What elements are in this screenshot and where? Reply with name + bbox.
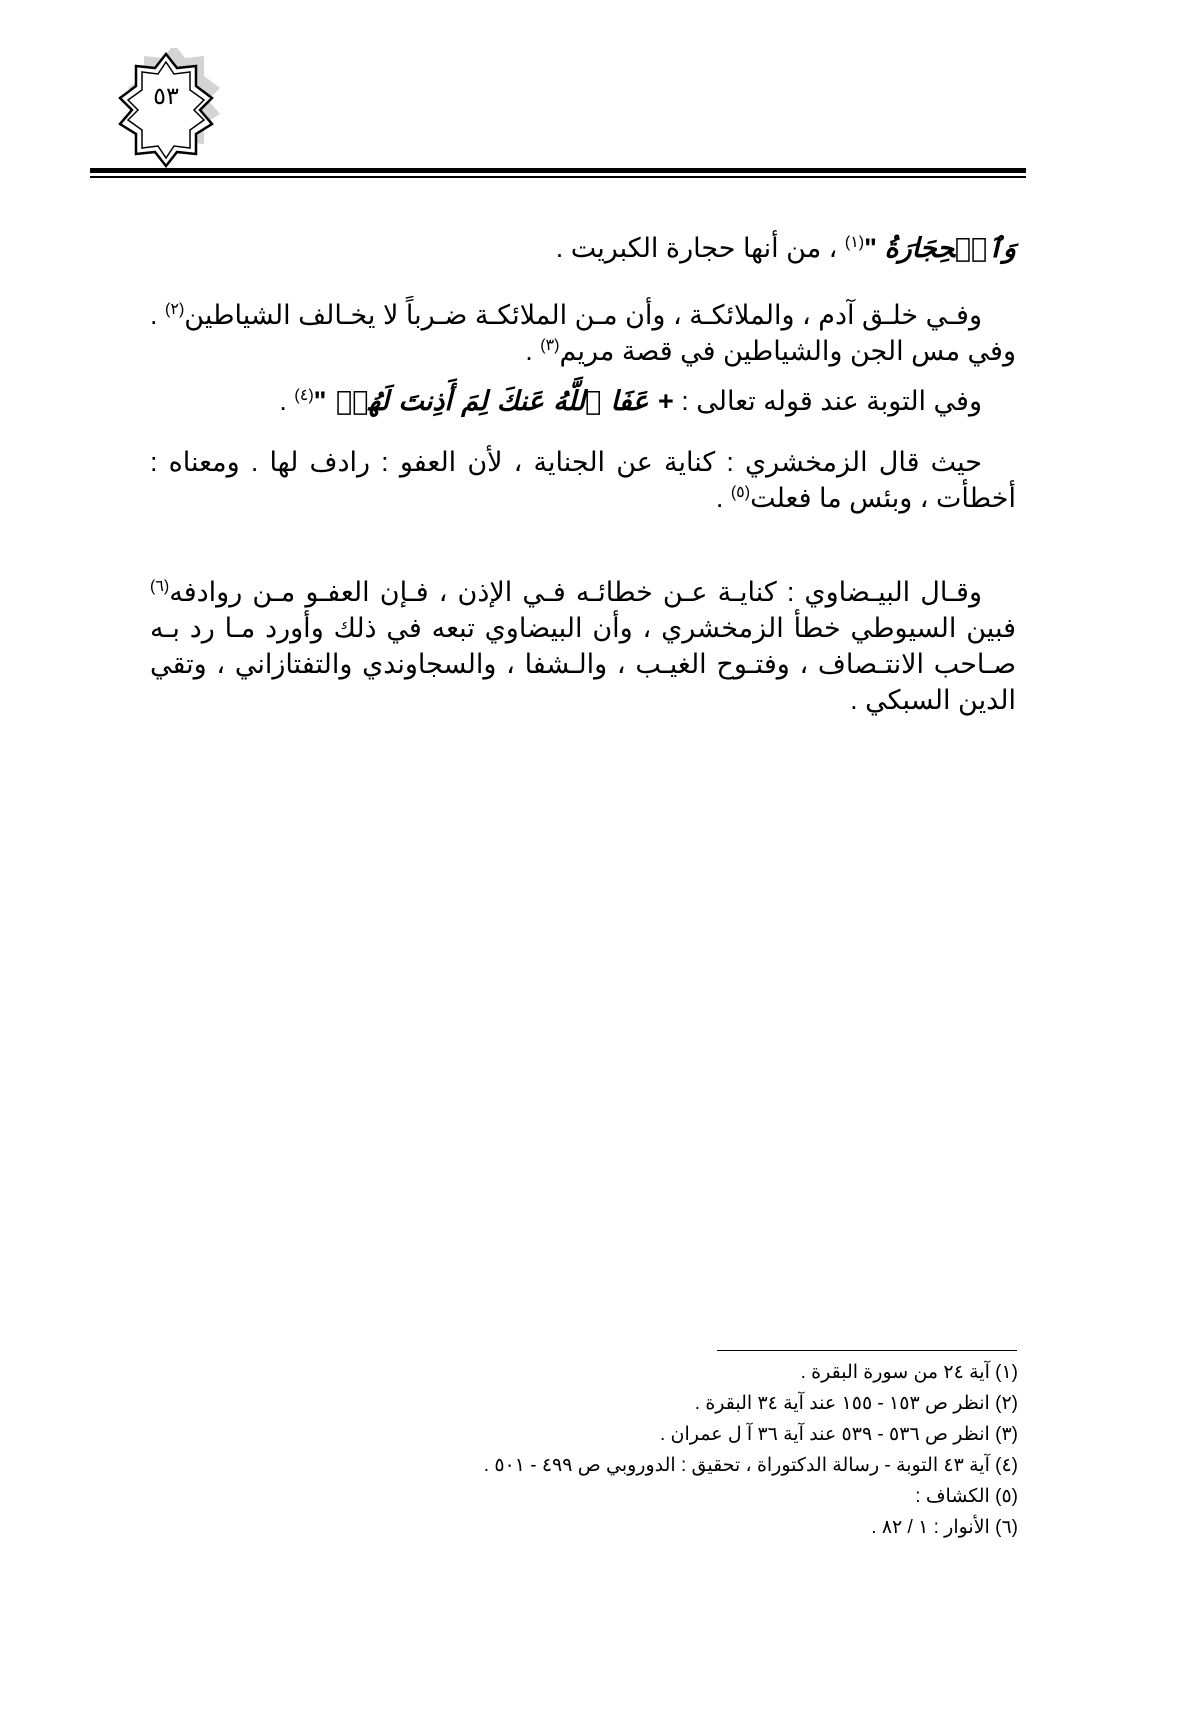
footnote-separator [717, 1350, 1017, 1351]
footnote-ref: (١) [844, 234, 865, 251]
quote-close: " [864, 233, 877, 263]
footnote-1: (١) آية ٢٤ من سورة البقرة . [800, 1362, 1018, 1383]
quran-quote: وَٱلۡحِجَارَةُ [884, 233, 1016, 264]
paragraph-2 [150, 297, 1016, 369]
paragraph-text: وفـي خلـق آدم ، والملائكـة ، وأن مـن الملائكـة ضـرباً لا يخـالف الشياطين [184, 300, 982, 330]
paragraph-4 [150, 444, 1016, 516]
page-number: ٥٣ [153, 84, 179, 110]
page-number-badge [110, 48, 230, 168]
footnote-ref: (٣) [540, 337, 560, 354]
paragraph-text: وفي التوبة عند قوله تعالى : [673, 386, 982, 416]
paragraph-1 [150, 230, 1016, 267]
header-rule [90, 168, 1026, 173]
quran-quote: عَفَا ٱللَّهُ عَنكَ لِمَ أَذِنتَ لَهُمۡ [326, 386, 658, 417]
paragraph-text: . وفي مس الجن والشياطين في قصة مريم [150, 300, 1016, 366]
paragraph-text: ، من أنها حجارة الكبريت . [555, 233, 845, 263]
paragraph-3 [150, 383, 1016, 420]
footnote-6: (٦) الأنوار : ١ / ٨٢ . [871, 1517, 1018, 1538]
paragraph-text: وقـال البيـضاوي : كنايـة عـن خطائـه فـي الإذن ، فـإن العفـو مـن روادفه [169, 577, 982, 607]
footnote-2: (٢) انظر ص ١٥٣ - ١٥٥ عند آية ٣٤ البقرة . [694, 1393, 1018, 1414]
header-rule-thin [90, 176, 1026, 178]
paragraph-text: . [525, 336, 541, 366]
paragraph-text: حيث قال الزمخشري : كناية عن الجناية ، لأن العفو : رادف لها . ومعناه : أخطأت ، وبئس ما فعلت [150, 447, 1016, 513]
body-text [150, 230, 1016, 718]
footnote-ref: (٥) [730, 484, 751, 501]
paragraph-text: . [279, 386, 295, 416]
quote-close: " [313, 386, 327, 416]
paragraph-text: . [715, 483, 731, 513]
paragraph-5 [150, 574, 1016, 718]
footnote-5: (٥) الكشاف : [915, 1486, 1018, 1507]
footnote-3: (٣) انظر ص ٥٣٦ - ٥٣٩ عند آية ٣٦ آ ل عمران . [659, 1424, 1018, 1445]
footnote-ref: (٢) [165, 301, 185, 318]
footnote-ref: (٦) [150, 578, 170, 595]
footnote-ref: (٤) [294, 387, 314, 404]
paragraph-text: فبين السيوطي خطأ الزمخشري ، وأن البيضاوي تبعه في ذلك وأورد مـا رد بـه صـاحب الانتـصاف ، وفتـوح الغيـب ، والـشفا ، والسجاوندي والتفتازاني ، وتقي الدين السبكي . [150, 613, 1016, 715]
quote-open: + [657, 386, 674, 416]
footnote-4: (٤) آية ٤٣ التوبة - رسالة الدكتوراة ، تحقيق : الدوروبي ص ٤٩٩ - ٥٠١ . [483, 1455, 1018, 1476]
footnotes [200, 1357, 1018, 1543]
